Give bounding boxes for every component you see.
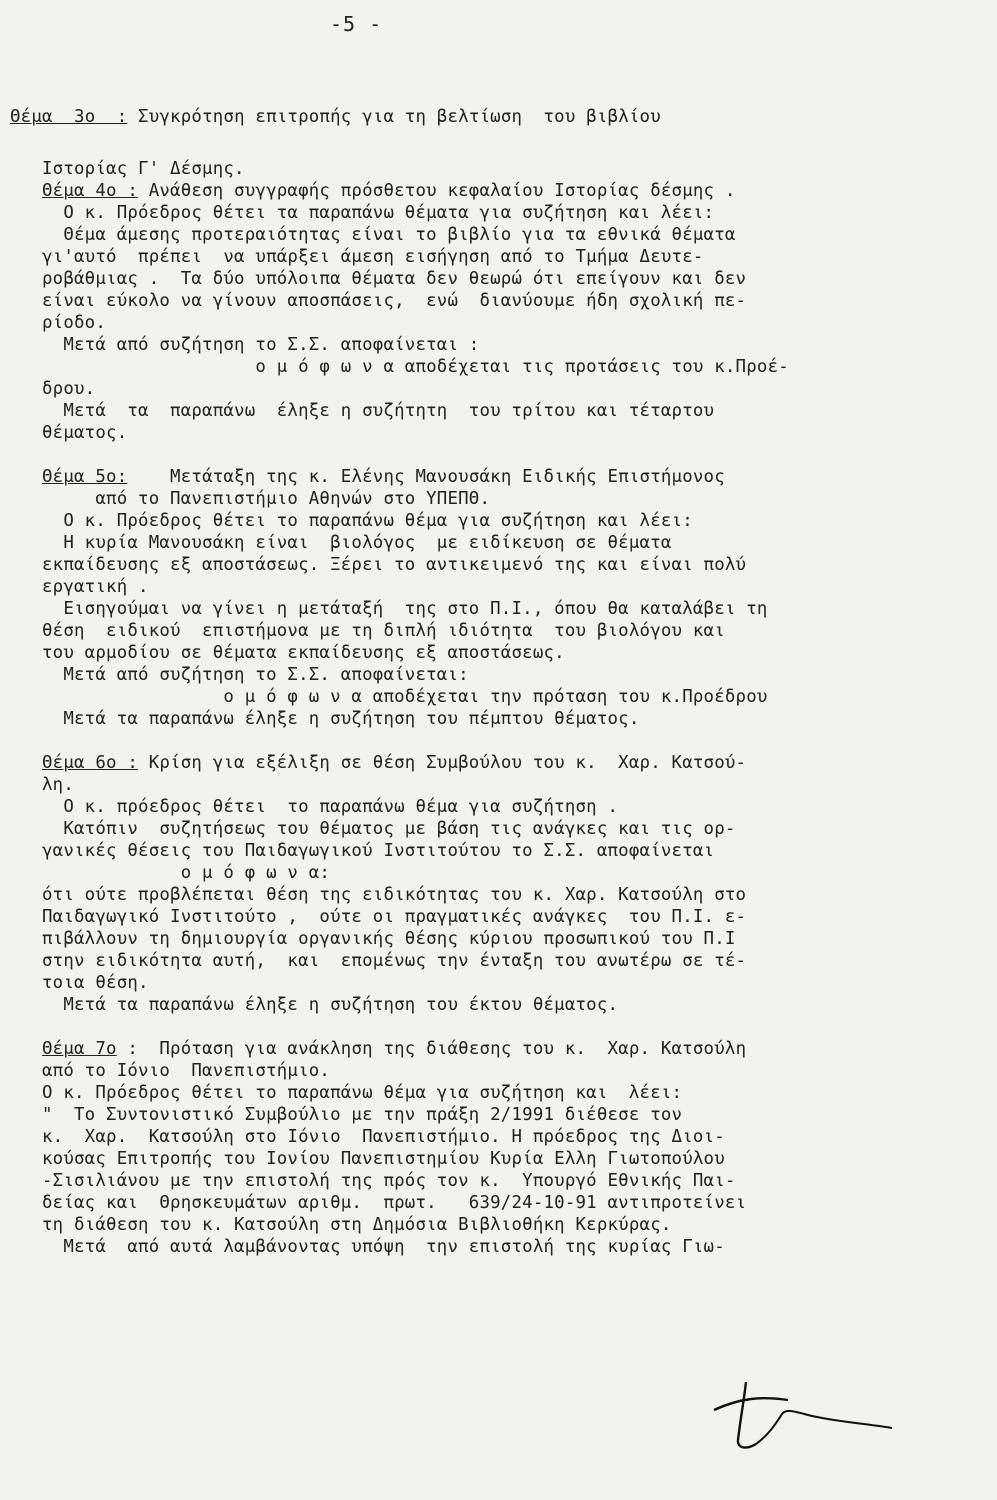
- line-text: Μετά τα παραπάνω έληξε η συζήτηση του έκτου θέματος.: [42, 995, 619, 1015]
- line-text: Μετά από συζήτηση το Σ.Σ. αποφαίνεται:: [42, 665, 469, 685]
- text-line: [42, 466, 725, 488]
- text-line: [42, 1170, 736, 1192]
- text-line: [42, 1038, 746, 1060]
- line-text: γανικές θέσεις του Παιδαγωγικού Ινστιτούτου το Σ.Σ. αποφαίνεται: [42, 841, 715, 861]
- text-line: [42, 796, 618, 818]
- text-line: [42, 422, 127, 444]
- text-line: [42, 1236, 725, 1258]
- text-line: [42, 224, 736, 246]
- line-text: τη διάθεση του κ. Κατσούλη στη Δημόσια Βιβλιοθήκη Κερκύρας.: [42, 1215, 672, 1235]
- topic-label: Θέμα 5ο:: [42, 467, 128, 487]
- text-line: [42, 290, 746, 312]
- line-text: Κρίση για εξέλιξη σε θέση Συμβούλου του κ. Χαρ. Κατσού-: [138, 753, 747, 773]
- line-text: από το Ιόνιο Πανεπιστήμιο.: [42, 1061, 331, 1081]
- text-line: [42, 488, 490, 510]
- text-line: [42, 840, 714, 862]
- topic-label: Θέμα 4ο :: [42, 181, 139, 201]
- line-text: Κατόπιν συζητήσεως του θέματος με βάση τις ανάγκες και τις ορ-: [42, 819, 736, 839]
- line-text: Μετά από συζήτηση το Σ.Σ. αποφαίνεται :: [42, 335, 480, 355]
- line-text: ο μ ό φ ω ν α αποδέχεται την πρόταση του κ.Προέδρου: [42, 687, 768, 707]
- text-line: [42, 708, 640, 730]
- text-line: [42, 1104, 682, 1126]
- text-line: [42, 158, 245, 180]
- text-line: [42, 312, 106, 334]
- line-text: γι'αυτό πρέπει να υπάρξει άμεση εισήγηση από το Τμήμα Δευτε-: [42, 247, 704, 267]
- text-line: [42, 994, 618, 1016]
- line-text: ο μ ό φ ω ν α αποδέχεται τις προτάσεις του κ.Προέ-: [42, 357, 789, 377]
- text-line: [42, 180, 736, 202]
- line-text: -Σισιλιάνου με την επιστολή της πρός τον κ. Υπουργό Εθνικής Παι-: [42, 1171, 736, 1191]
- text-line: [42, 1082, 682, 1104]
- topic-label: Θέμα 6ο :: [42, 753, 139, 773]
- line-text: Παιδαγωγικό Ινστιτούτο , ούτε οι πραγματικές ανάγκες του Π.Ι. ε-: [42, 907, 747, 927]
- topic-label: Θέμα 7ο: [42, 1039, 117, 1059]
- line-text: πιβάλλουν τη δημιουργία οργανικής θέσης κύριου προσωπικού του Π.Ι: [42, 929, 736, 949]
- text-line: [42, 642, 565, 664]
- line-text: είναι εύκολο να γίνουν αποσπάσεις, ενώ διανύουμε ήδη σχολική πε-: [42, 291, 747, 311]
- line-text: λη.: [42, 775, 75, 795]
- text-line: [42, 554, 746, 576]
- line-text: Η κυρία Μανουσάκη είναι βιολόγος με ειδίκευση σε θέματα: [42, 533, 672, 553]
- text-line: [42, 202, 714, 224]
- text-line: [42, 884, 746, 906]
- text-line: [42, 400, 714, 422]
- line-text: Μετά από αυτά λαμβάνοντας υπόψη την επιστολή της κυρίας Γιω-: [42, 1237, 725, 1257]
- line-text: Θέμα άμεσης προτεραιότητας είναι το βιβλίο για τα εθνικά θέματα: [42, 225, 736, 245]
- text-line: [42, 334, 479, 356]
- line-text: ότι ούτε προβλέπεται θέση της ειδικότητας του κ. Χαρ. Κατσούλη στο: [42, 885, 747, 905]
- page-number: -5 -: [330, 12, 383, 36]
- line-text: Ο κ. Πρόεδρος θέτει το παραπάνω θέμα για συζήτηση και λέει:: [42, 1083, 683, 1103]
- line-text: ροβάθμιας . Τα δύο υπόλοιπα θέματα δεν θεωρώ ότι επείγουν και δεν: [42, 269, 747, 289]
- line-text: Ο κ. Πρόεδρος θέτει τα παραπάνω θέματα για συζήτηση και λέει:: [42, 203, 715, 223]
- line-text: εργατική .: [42, 577, 149, 597]
- text-line: [42, 576, 149, 598]
- text-line: [42, 1148, 725, 1170]
- line-text: Μετά τα παραπάνω έληξε η συζήτηση του πέμπτου θέματος.: [42, 709, 640, 729]
- text-line: [42, 356, 789, 378]
- text-line: [42, 906, 746, 928]
- text-line: [42, 928, 736, 950]
- line-text: ο μ ό φ ω ν α:: [42, 863, 331, 883]
- line-text: Ο κ. πρόεδρος θέτει το παραπάνω θέμα για συζήτηση .: [42, 797, 619, 817]
- text-line: [42, 774, 74, 796]
- line-text: δρου.: [42, 379, 96, 399]
- text-line: [42, 246, 704, 268]
- line-text: δείας και Θρησκευμάτων αριθμ. πρωτ. 639/24-10-91 αντιπροτείνει: [42, 1193, 747, 1213]
- text-line: [42, 972, 149, 994]
- text-line: [42, 1060, 330, 1082]
- line-text: Ανάθεση συγγραφής πρόσθετου κεφαλαίου Ιστορίας δέσμης .: [138, 181, 736, 201]
- line-text: κούσας Επιτροπής του Ιονίου Πανεπιστημίου Κυρία Ελλη Γιωτοπούλου: [42, 1149, 725, 1169]
- text-line: [42, 752, 746, 774]
- text-line: [10, 106, 661, 128]
- line-text: κ. Χαρ. Κατσούλη στο Ιόνιο Πανεπιστήμιο. Η πρόεδρος της Διοι-: [42, 1127, 725, 1147]
- line-text: Εισηγούμαι να γίνει η μετάταξή της στο Π.Ι., όπου θα καταλάβει τη: [42, 599, 768, 619]
- text-line: [42, 818, 736, 840]
- text-line: [42, 950, 746, 972]
- text-line: [42, 686, 768, 708]
- text-line: [42, 598, 768, 620]
- text-line: [42, 1214, 672, 1236]
- text-line: [42, 1192, 746, 1214]
- line-text: θέση ειδικού επιστήμονα με τη διπλή ιδιότητα του βιολόγου και: [42, 621, 725, 641]
- line-text: Μετά τα παραπάνω έληξε η συζήτητη του τρίτου και τέταρτου: [42, 401, 715, 421]
- text-line: [42, 862, 330, 884]
- line-text: ρίοδο.: [42, 313, 107, 333]
- line-text: θέματος.: [42, 423, 128, 443]
- line-text: Ο κ. Πρόεδρος θέτει το παραπάνω θέμα για συζήτηση και λέει:: [42, 511, 693, 531]
- text-line: [42, 268, 746, 290]
- text-line: [42, 1126, 725, 1148]
- text-line: [42, 510, 693, 532]
- line-text: Ιστορίας Γ' Δέσμης.: [42, 159, 245, 179]
- text-line: [42, 664, 469, 686]
- line-text: Συγκρότηση επιτροπής για τη βελτίωση του βιβλίου: [127, 107, 661, 127]
- line-text: από το Πανεπιστήμιο Αθηνών στο ΥΠΕΠΘ.: [42, 489, 491, 509]
- text-line: [42, 378, 95, 400]
- line-text: τοια θέση.: [42, 973, 149, 993]
- line-text: " Το Συντονιστικό Συμβούλιο με την πράξη 2/1991 διέθεσε τον: [42, 1105, 683, 1125]
- text-line: [42, 532, 672, 554]
- line-text: : Πρόταση για ανάκληση της διάθεσης του κ. Χαρ. Κατσούλη: [116, 1039, 747, 1059]
- topic-label: Θέμα 3ο :: [10, 107, 128, 127]
- line-text: Μετάταξη της κ. Ελένης Μανουσάκη Ειδικής Επιστήμονος: [127, 467, 725, 487]
- text-line: [42, 620, 725, 642]
- signature-icon: [700, 1370, 900, 1460]
- line-text: στην ειδικότητα αυτή, και επομένως την ένταξη του ανωτέρω σε τέ-: [42, 951, 747, 971]
- line-text: του αρμοδίου σε θέματα εκπαίδευσης εξ αποστάσεως.: [42, 643, 565, 663]
- line-text: εκπαίδευσης εξ αποστάσεως. Ξέρει το αντικειμενό της και είναι πολύ: [42, 555, 747, 575]
